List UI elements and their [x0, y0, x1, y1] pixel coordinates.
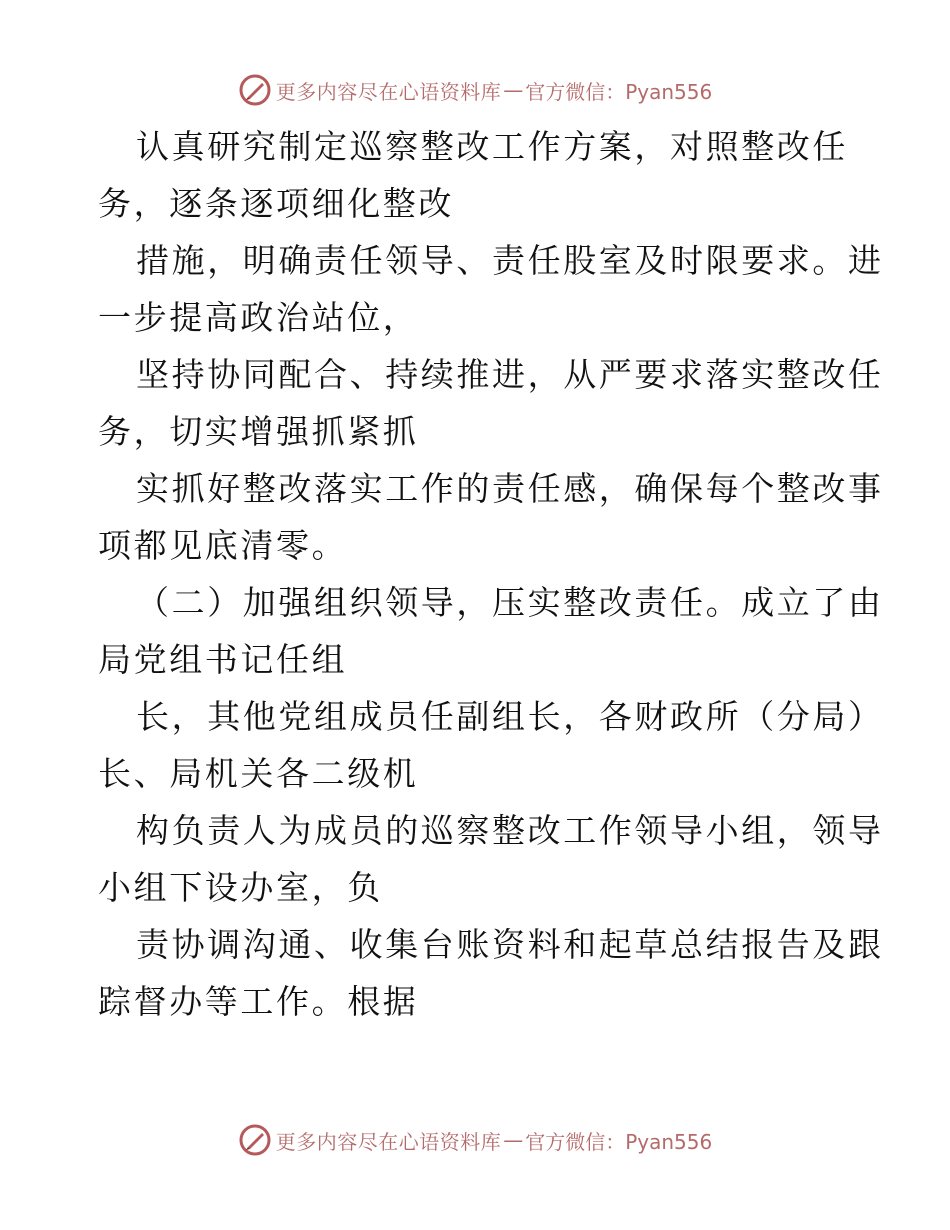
footer-watermark — [0, 1120, 950, 1160]
text-line: 长，其他党组成员任副组长，各财政所（分局） — [136, 697, 884, 736]
text-line: 项都见底清零。 — [98, 526, 348, 565]
watermark-wechat: 官方微信：Pyan556 — [525, 1129, 713, 1154]
header-watermark — [0, 70, 950, 110]
text-line: 措施，明确责任领导、责任股室及时限要求。进 — [136, 241, 884, 280]
text-line: 踪督办等工作。根据 — [98, 982, 419, 1021]
watermark-dash: — — [503, 78, 524, 102]
text-line: 局党组书记任组 — [98, 640, 348, 679]
pen-logo-icon — [238, 1123, 272, 1157]
text-line: 长、局机关各二级机 — [98, 754, 419, 793]
text-line: 务，切实增强抓紧抓 — [98, 412, 419, 451]
text-line: 构负责人为成员的巡察整改工作领导小组，领导 — [136, 811, 884, 850]
text-line: （二）加强组织领导，压实整改责任。成立了由 — [136, 583, 884, 622]
text-line: 坚持协同配合、持续推进，从严要求落实整改任 — [136, 355, 884, 394]
document-body — [98, 118, 884, 1030]
text-line: 认真研究制定巡察整改工作方案，对照整改任 — [136, 127, 848, 166]
watermark-dash: — — [503, 1128, 524, 1152]
watermark-text: 更多内容尽在心语资料库 — [275, 79, 502, 104]
text-line: 一步提高政治站位， — [98, 298, 419, 337]
watermark-text: 更多内容尽在心语资料库 — [275, 1129, 502, 1154]
pen-logo-icon — [238, 73, 272, 107]
text-line: 务，逐条逐项细化整改 — [98, 184, 454, 223]
text-line: 实抓好整改落实工作的责任感，确保每个整改事 — [136, 469, 884, 508]
watermark-wechat: 官方微信：Pyan556 — [525, 79, 713, 104]
text-line: 小组下设办室，负 — [98, 868, 383, 907]
text-line: 责协调沟通、收集台账资料和起草总结报告及跟 — [136, 925, 884, 964]
